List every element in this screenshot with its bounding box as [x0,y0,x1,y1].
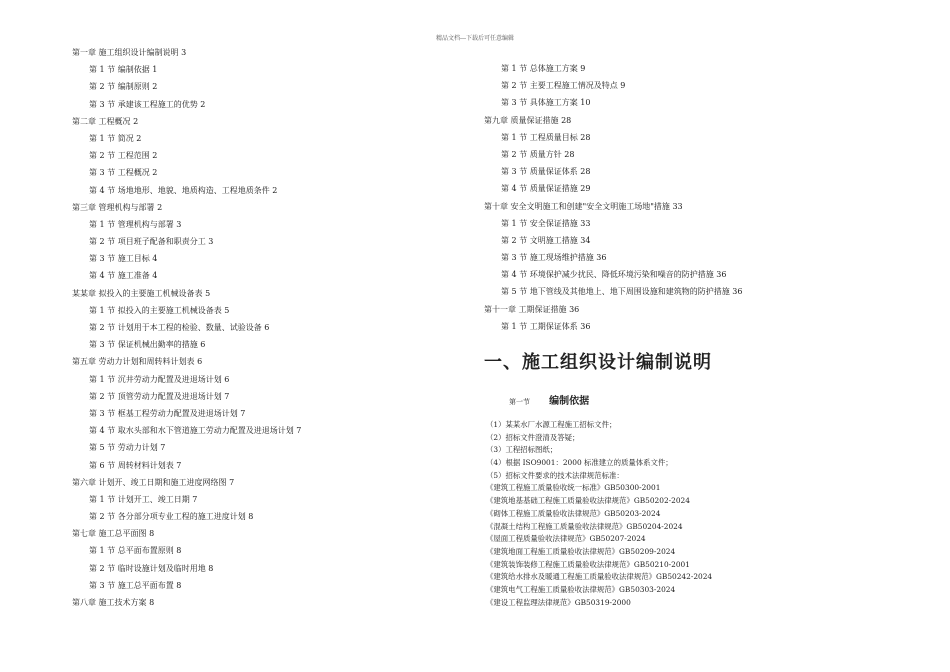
toc-section-entry[interactable]: 第 2 节 文明施工措施 34 [501,235,591,245]
toc-left-column [72,44,472,611]
toc-section-entry[interactable]: 第 2 节 工程范围 2 [89,151,158,161]
section-number: 第一节 [509,398,530,406]
section-heading [509,389,589,408]
toc-section-entry[interactable]: 第 3 节 工程概况 2 [89,168,158,178]
toc-section-entry[interactable]: 第 2 节 编制原则 2 [89,82,158,92]
basis-list-item: 《建筑地面工程施工质量验收法律规范》GB50209-2024 [486,546,676,556]
toc-chapter-entry[interactable]: 第九章 质量保证措施 28 [484,115,572,125]
toc-section-entry[interactable]: 第 3 节 施工现场维护措施 36 [501,253,607,263]
basis-list-item: 《建筑电气工程施工质量验收法律规范》GB50303-2024 [486,584,676,594]
toc-section-entry[interactable]: 第 4 节 环境保护减少扰民、降低环境污染和噪音的防护措施 36 [501,270,727,280]
chapter-heading: 一、施工组织设计编制说明 [484,352,712,373]
toc-chapter-entry[interactable]: 某某章 拟投入的主要施工机械设备表 5 [72,288,211,298]
basis-list [486,419,926,609]
toc-chapter-entry[interactable]: 第二章 工程概况 2 [72,116,139,126]
toc-chapter-entry[interactable]: 第六章 计划开、竣工日期和施工进度网络图 7 [72,477,235,487]
toc-chapter-entry[interactable]: 第八章 施工技术方案 8 [72,598,155,607]
basis-list-item: （3）工程招标图纸； [486,445,558,455]
toc-section-entry[interactable]: 第 2 节 质量方针 28 [501,149,575,159]
toc-section-entry[interactable]: 第 1 节 管理机构与部署 3 [89,219,182,229]
basis-list-item: 《屋面工程质量验收法律规范》GB50207-2024 [486,534,646,544]
toc-section-entry[interactable]: 第 1 节 编制依据 1 [89,65,158,75]
toc-section-entry[interactable]: 第 2 节 项目班子配备和职责分工 3 [89,237,214,247]
toc-section-entry[interactable]: 第 4 节 取水头部和水下管道施工劳动力配置及进退场计划 7 [89,426,302,436]
basis-list-item: 《混凝土结构工程施工质量验收法律规范》GB50204-2024 [486,521,683,531]
toc-section-entry[interactable]: 第 3 节 质量保证体系 28 [501,167,591,177]
toc-chapter-entry[interactable]: 第十一章 工期保证措施 36 [484,304,580,314]
toc-chapter-entry[interactable]: 第十章 安全文明施工和创建"安全文明施工场地"措施 33 [484,201,683,211]
toc-section-entry[interactable]: 第 5 节 地下管线及其他地上、地下周围设施和建筑物的防护措施 36 [501,287,743,297]
basis-list-item: 《建筑工程施工质量验收统一标准》GB50300-2001 [486,483,661,493]
section-title: 编制依据 [549,396,590,407]
toc-section-entry[interactable]: 第 2 节 计划用于本工程的检验、数量、试验设备 6 [89,323,270,332]
toc-section-entry[interactable]: 第 1 节 工期保证体系 36 [501,321,591,331]
toc-section-entry[interactable]: 第 3 节 施工总平面布置 8 [89,580,182,590]
toc-chapter-entry[interactable]: 第三章 管理机构与部署 2 [72,202,163,212]
toc-section-entry[interactable]: 第 1 节 计划开工、竣工日期 7 [89,494,198,504]
toc-chapter-entry[interactable]: 第一章 施工组织设计编制说明 3 [72,48,187,57]
toc-section-entry[interactable]: 第 3 节 承建该工程施工的优势 2 [89,99,206,109]
toc-chapter-entry[interactable]: 第七章 施工总平面图 8 [72,529,155,539]
basis-list-item: （4）根据 ISO9001：2000 标准建立的质量体系文件； [486,458,673,468]
toc-section-entry[interactable]: 第 3 节 框基工程劳动力配置及进退场计划 7 [89,408,246,418]
toc-chapter-entry[interactable]: 第五章 劳动力计划和周转料计划表 6 [72,357,203,367]
toc-section-entry[interactable]: 第 1 节 拟投入的主要施工机械设备表 5 [89,305,230,315]
basis-list-item: 《建筑给水排水及暖通工程施工质量验收法律规范》GB50242-2024 [486,572,713,582]
toc-section-entry[interactable]: 第 1 节 安全保证措施 33 [501,218,591,228]
basis-list-item: 《砌体工程施工质量验收法律规范》GB50203-2024 [486,508,661,518]
toc-section-entry[interactable]: 第 3 节 保证机械出勤率的措施 6 [89,340,206,350]
toc-section-entry[interactable]: 第 1 节 总体施工方案 9 [501,64,586,73]
toc-section-entry[interactable]: 第 4 节 质量保证措施 29 [501,184,591,194]
basis-list-item: 《建设工程监理法律规范》GB50319-2000 [486,597,631,607]
toc-section-entry[interactable]: 第 2 节 主要工程施工情况及特点 9 [501,81,626,91]
toc-section-entry[interactable]: 第 2 节 顶管劳动力配置及进退场计划 7 [89,391,230,401]
toc-section-entry[interactable]: 第 1 节 工程质量目标 28 [501,132,591,142]
toc-section-entry[interactable]: 第 1 节 沉井劳动力配置及进退场计划 6 [89,374,230,384]
toc-section-entry[interactable]: 第 3 节 施工目标 4 [89,254,158,264]
toc-section-entry[interactable]: 第 5 节 劳动力计划 7 [89,443,166,453]
basis-list-item: 《建筑地基基础工程施工质量验收法律规范》GB50202-2024 [486,496,690,506]
basis-list-item: （5）招标文件要求的技术法律规范标准： [486,470,624,480]
toc-section-entry[interactable]: 第 6 节 周转材料计划表 7 [89,460,182,470]
toc-section-entry[interactable]: 第 2 节 临时设施计划及临时用地 8 [89,563,214,573]
basis-list-item: 《建筑装饰装修工程施工质量验收法律规范》GB50210-2001 [486,559,690,569]
toc-section-entry[interactable]: 第 1 节 总平面布置原则 8 [89,546,182,556]
basis-list-item: （2）招标文件澄清及答疑； [486,432,580,442]
toc-section-entry[interactable]: 第 4 节 场地地形、地貌、地质构造、工程地质条件 2 [89,185,278,195]
toc-right-column [484,60,924,335]
toc-section-entry[interactable]: 第 2 节 各分部分项专业工程的施工进度计划 8 [89,512,254,522]
basis-list-item: （1）某某水厂水源工程施工招标文件； [486,420,617,429]
toc-section-entry[interactable]: 第 1 节 简况 2 [89,133,142,143]
page-watermark: 精品文档---下载后可任意编辑 [435,35,515,42]
toc-section-entry[interactable]: 第 3 节 具体施工方案 10 [501,98,591,108]
toc-section-entry[interactable]: 第 4 节 施工准备 4 [89,271,158,281]
